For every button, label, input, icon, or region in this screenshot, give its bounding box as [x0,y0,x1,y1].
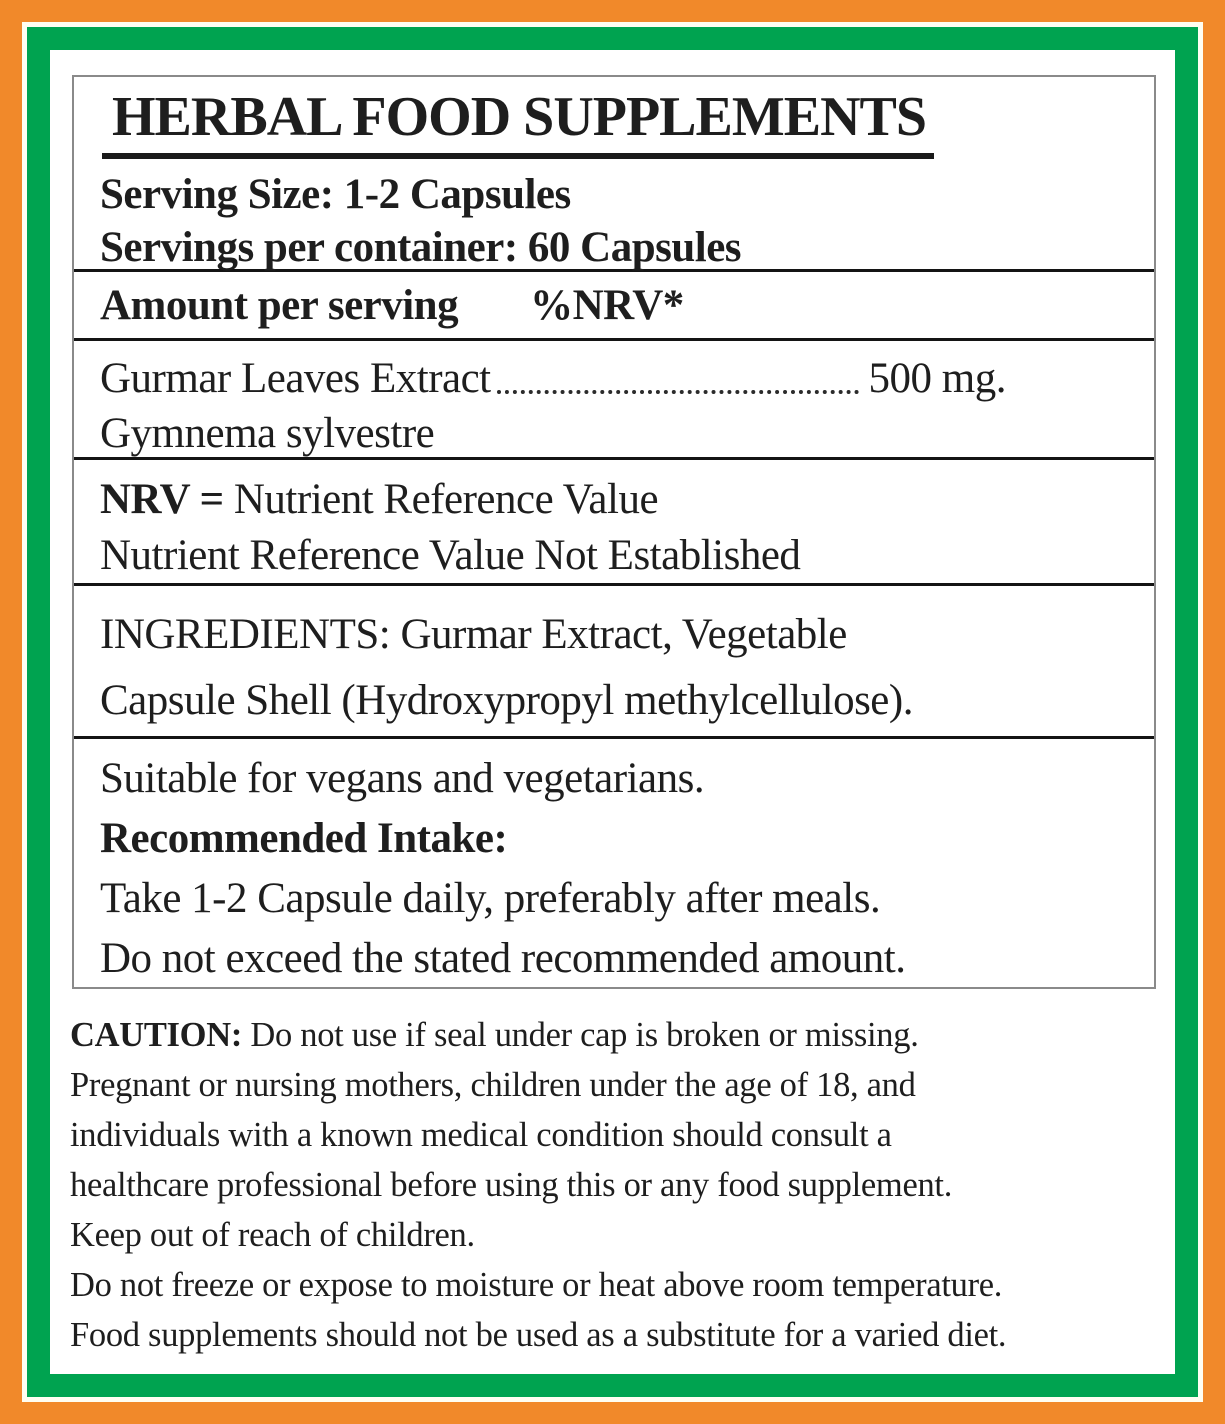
label-content [50,50,1175,1374]
caution-heading-rest: Do not use if seal under cap is broken or missing. [242,1016,919,1054]
ingredient-name: Gurmar Leaves Extract [100,355,491,402]
dot-leader [497,390,859,394]
botanical-name: Gymnema sylvestre [100,410,435,457]
ingredient-amount: 500 mg. [868,355,1006,402]
panel-title: HERBAL FOOD SUPPLEMENTS [102,85,934,159]
ingredients-line-1: INGREDIENTS: Gurmar Extract, Vegetable [100,611,847,658]
nrv-definition-row [74,457,1154,583]
caution-heading: CAUTION: [70,1016,243,1054]
caution-line: individuals with a known medical condition should consult a [70,1116,892,1154]
ingredients-row [74,583,1154,736]
caution-line: Food supplements should not be used as a substitute for a varied diet. [70,1316,1007,1354]
column-header-row [74,269,1154,338]
active-ingredient-row [74,338,1154,457]
suitability-line: Suitable for vegans and vegetarians. [100,755,705,802]
intake-line-2: Do not exceed the stated recommended amount. [100,935,906,982]
amount-per-serving-header: Amount per serving [100,282,459,329]
usage-row [74,736,1154,987]
caution-line: Pregnant or nursing mothers, children under the age of 18, and [70,1066,916,1104]
caution-line: Do not freeze or expose to moisture or heat above room temperature. [70,1266,1003,1304]
nrv-term: NRV = [100,476,224,523]
serving-size-line: Serving Size: 1-2 Capsules [100,171,571,218]
nrv-definition: Nutrient Reference Value [223,476,659,523]
recommended-intake-heading: Recommended Intake: [100,815,508,862]
intake-line-1: Take 1-2 Capsule daily, preferably after meals. [100,875,881,922]
nrv-column-header: %NRV* [530,282,684,329]
nrv-note: Nutrient Reference Value Not Established [100,532,801,579]
caution-section [70,1010,1175,1360]
supplement-facts-panel [72,75,1156,989]
header-row [74,77,1154,269]
servings-per-container-line: Servings per container: 60 Capsules [100,224,742,271]
caution-line: healthcare professional before using this or any food supplement. [70,1166,953,1204]
caution-line: Keep out of reach of children. [70,1216,475,1254]
ingredients-line-2: Capsule Shell (Hydroxypropyl methylcellulose). [100,677,913,724]
